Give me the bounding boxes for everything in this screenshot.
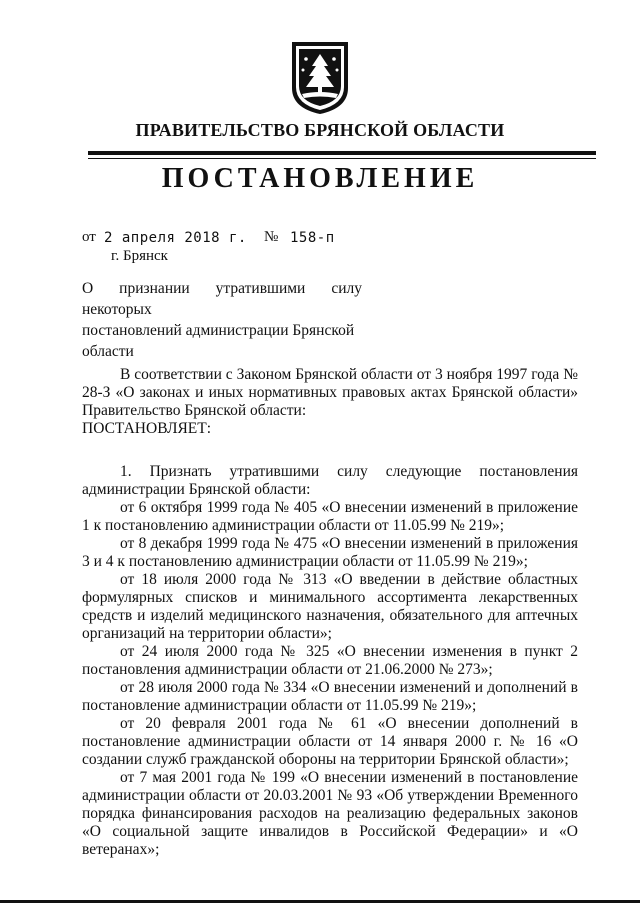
government-title: ПРАВИТЕЛЬСТВО БРЯНСКОЙ ОБЛАСТИ (135, 120, 505, 140)
repealed-entry: от 18 июля 2000 года № 313 «О введении в действие областных формулярных списков и минимального ассортимента лекарственных средств и изделий медицинского назначения, обязательного для аптечных организаций на территории области»; (82, 571, 578, 642)
header-divider (88, 151, 596, 155)
coat-of-arms-icon (282, 40, 358, 116)
repealed-entry: от 8 декабря 1999 года № 475 «О внесении изменений в приложения 3 и 4 к постановлению администрации области от 11.05.99 № 219»; (82, 535, 578, 570)
page-bottom-edge (0, 900, 640, 903)
header-divider-thin (88, 158, 596, 159)
repealed-entry: от 20 февраля 2001 года № 61 «О внесении дополнений в постановление администрации области от 14 января 2000 г. № 16 «О создании служб гражданской обороны на территории Брянской области»; (82, 715, 578, 768)
number-sign: № (264, 229, 279, 245)
item-1-paragraph: 1. Признать утратившими силу следующие постановления администрации Брянской области: (82, 463, 578, 498)
document-type-title: ПОСТАНОВЛЕНИЕ (161, 163, 479, 194)
document-subject (82, 278, 362, 362)
subject-line: области (82, 343, 134, 360)
document-body (82, 366, 578, 859)
repealed-entry: от 28 июля 2000 года № 334 «О внесении изменений и дополнений в постановление администрации области от 11.05.99 № 219»; (82, 679, 578, 714)
preamble-paragraph: В соответствии с Законом Брянской области от 3 ноября 1997 года № 28-З «О законах и иных нормативных правовых актах Брянской области» Правительство Брянской области: (82, 366, 578, 419)
subject-line: постановлений администрации Брянской (82, 322, 355, 339)
document-number: 158-п (290, 230, 335, 246)
repealed-entry: от 6 октября 1999 года № 405 «О внесении изменений в приложение 1 к постановлению администрации области от 11.05.99 № 219»; (82, 499, 578, 534)
document-date: 2 апреля 2018 г. (104, 230, 247, 246)
document-city: г. Брянск (111, 248, 168, 264)
date-prefix: от (82, 229, 96, 245)
subject-line: О признании утратившими силу некоторых (82, 280, 362, 318)
resolves-heading: ПОСТАНОВЛЯЕТ: (82, 420, 212, 437)
repealed-entry: от 7 мая 2001 года № 199 «О внесении изменений в постановление администрации области от 20.03.2001 № 93 «Об утверждении Временного порядка финансирования расходов на реализацию федеральных законов «О социальной защите инвалидов в Российской Федерации» и «О ветеранах»; (82, 769, 578, 858)
repealed-entry: от 24 июля 2000 года № 325 «О внесении изменения в пункт 2 постановления администрации области от 21.06.2000 № 273»; (82, 643, 578, 678)
